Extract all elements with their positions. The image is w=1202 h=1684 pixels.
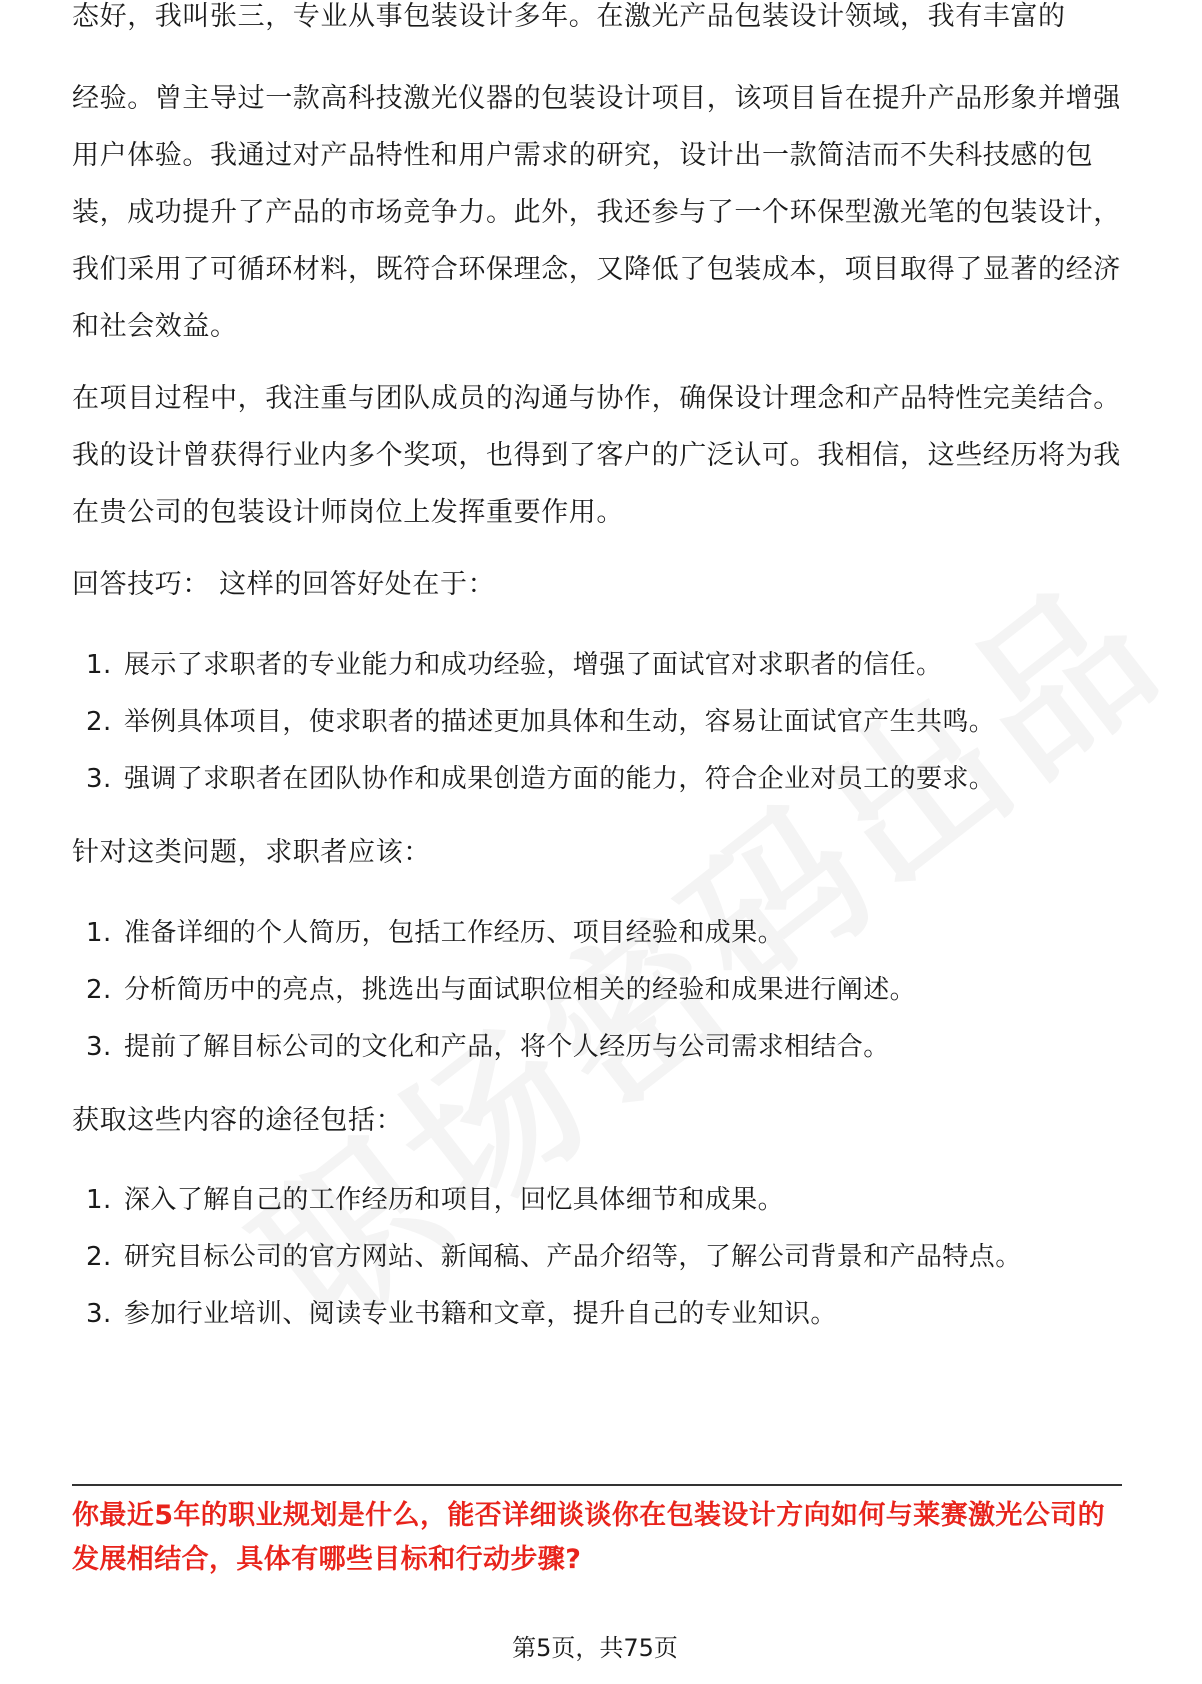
section-divider — [72, 1484, 1122, 1486]
list-item: 2. 研究目标公司的官方网站、新闻稿、产品介绍等，了解公司背景和产品特点。 — [86, 1242, 1022, 1272]
sources-list — [86, 1172, 1126, 1343]
list-item: 1. 展示了求职者的专业能力和成功经验，增强了面试官对求职者的信任。 — [86, 650, 943, 680]
list-item: 2. 举例具体项目，使求职者的描述更加具体和生动，容易让面试官产生共鸣。 — [86, 707, 996, 737]
list-item: 1. 准备详细的个人简历，包括工作经历、项目经验和成果。 — [86, 918, 785, 948]
should-list — [86, 905, 1126, 1076]
next-interview-question: 你最近5年的职业规划是什么，能否详细谈谈你在包装设计方向如何与莱赛激光公司的发展相结合，具体有哪些目标和行动步骤? — [72, 1500, 1105, 1575]
should-intro: 针对这类问题，求职者应该： — [72, 837, 431, 868]
tips-intro: 回答技巧： 这样的回答好处在于： — [72, 569, 496, 600]
list-item: 3. 提前了解目标公司的文化和产品，将个人经历与公司需求相结合。 — [86, 1032, 890, 1062]
cut-off-top-line — [72, 1, 1122, 68]
list-item: 3. 强调了求职者在团队协作和成果创造方面的能力，符合企业对员工的要求。 — [86, 764, 996, 794]
paragraph-teamwork: 在项目过程中，我注重与团队成员的沟通与协作，确保设计理念和产品特性完美结合。我的设计曾获得行业内多个奖项，也得到了客户的广泛认可。我相信，这些经历将为我在贵公司的包装设计师岗位上发挥重要作用。 — [72, 383, 1121, 528]
list-item: 1. 深入了解自己的工作经历和项目，回忆具体细节和成果。 — [86, 1185, 785, 1215]
sources-intro: 获取这些内容的途径包括： — [72, 1105, 404, 1136]
page-number-footer: 第5页，共75页 — [512, 1634, 678, 1662]
list-item: 2. 分析简历中的亮点，挑选出与面试职位相关的经验和成果进行阐述。 — [86, 975, 917, 1005]
paragraph-experience: 经验。曾主导过一款高科技激光仪器的包装设计项目，该项目旨在提升产品形象并增强用户体验。我通过对产品特性和用户需求的研究，设计出一款简洁而不失科技感的包装，成功提升了产品的市场竞争力。此外，我还参与了一个环保型激光笔的包装设计，我们采用了可循环材料，既符合环保理念，又降低了包装成本，项目取得了显著的经济和社会效益。 — [72, 83, 1121, 342]
top-partial-text: 态好，我叫张三，专业从事包装设计多年。在激光产品包装设计领域，我有丰富的 — [72, 1, 1066, 32]
list-item: 3. 参加行业培训、阅读专业书籍和文章，提升自己的专业知识。 — [86, 1299, 837, 1329]
tips-list — [86, 637, 1126, 808]
